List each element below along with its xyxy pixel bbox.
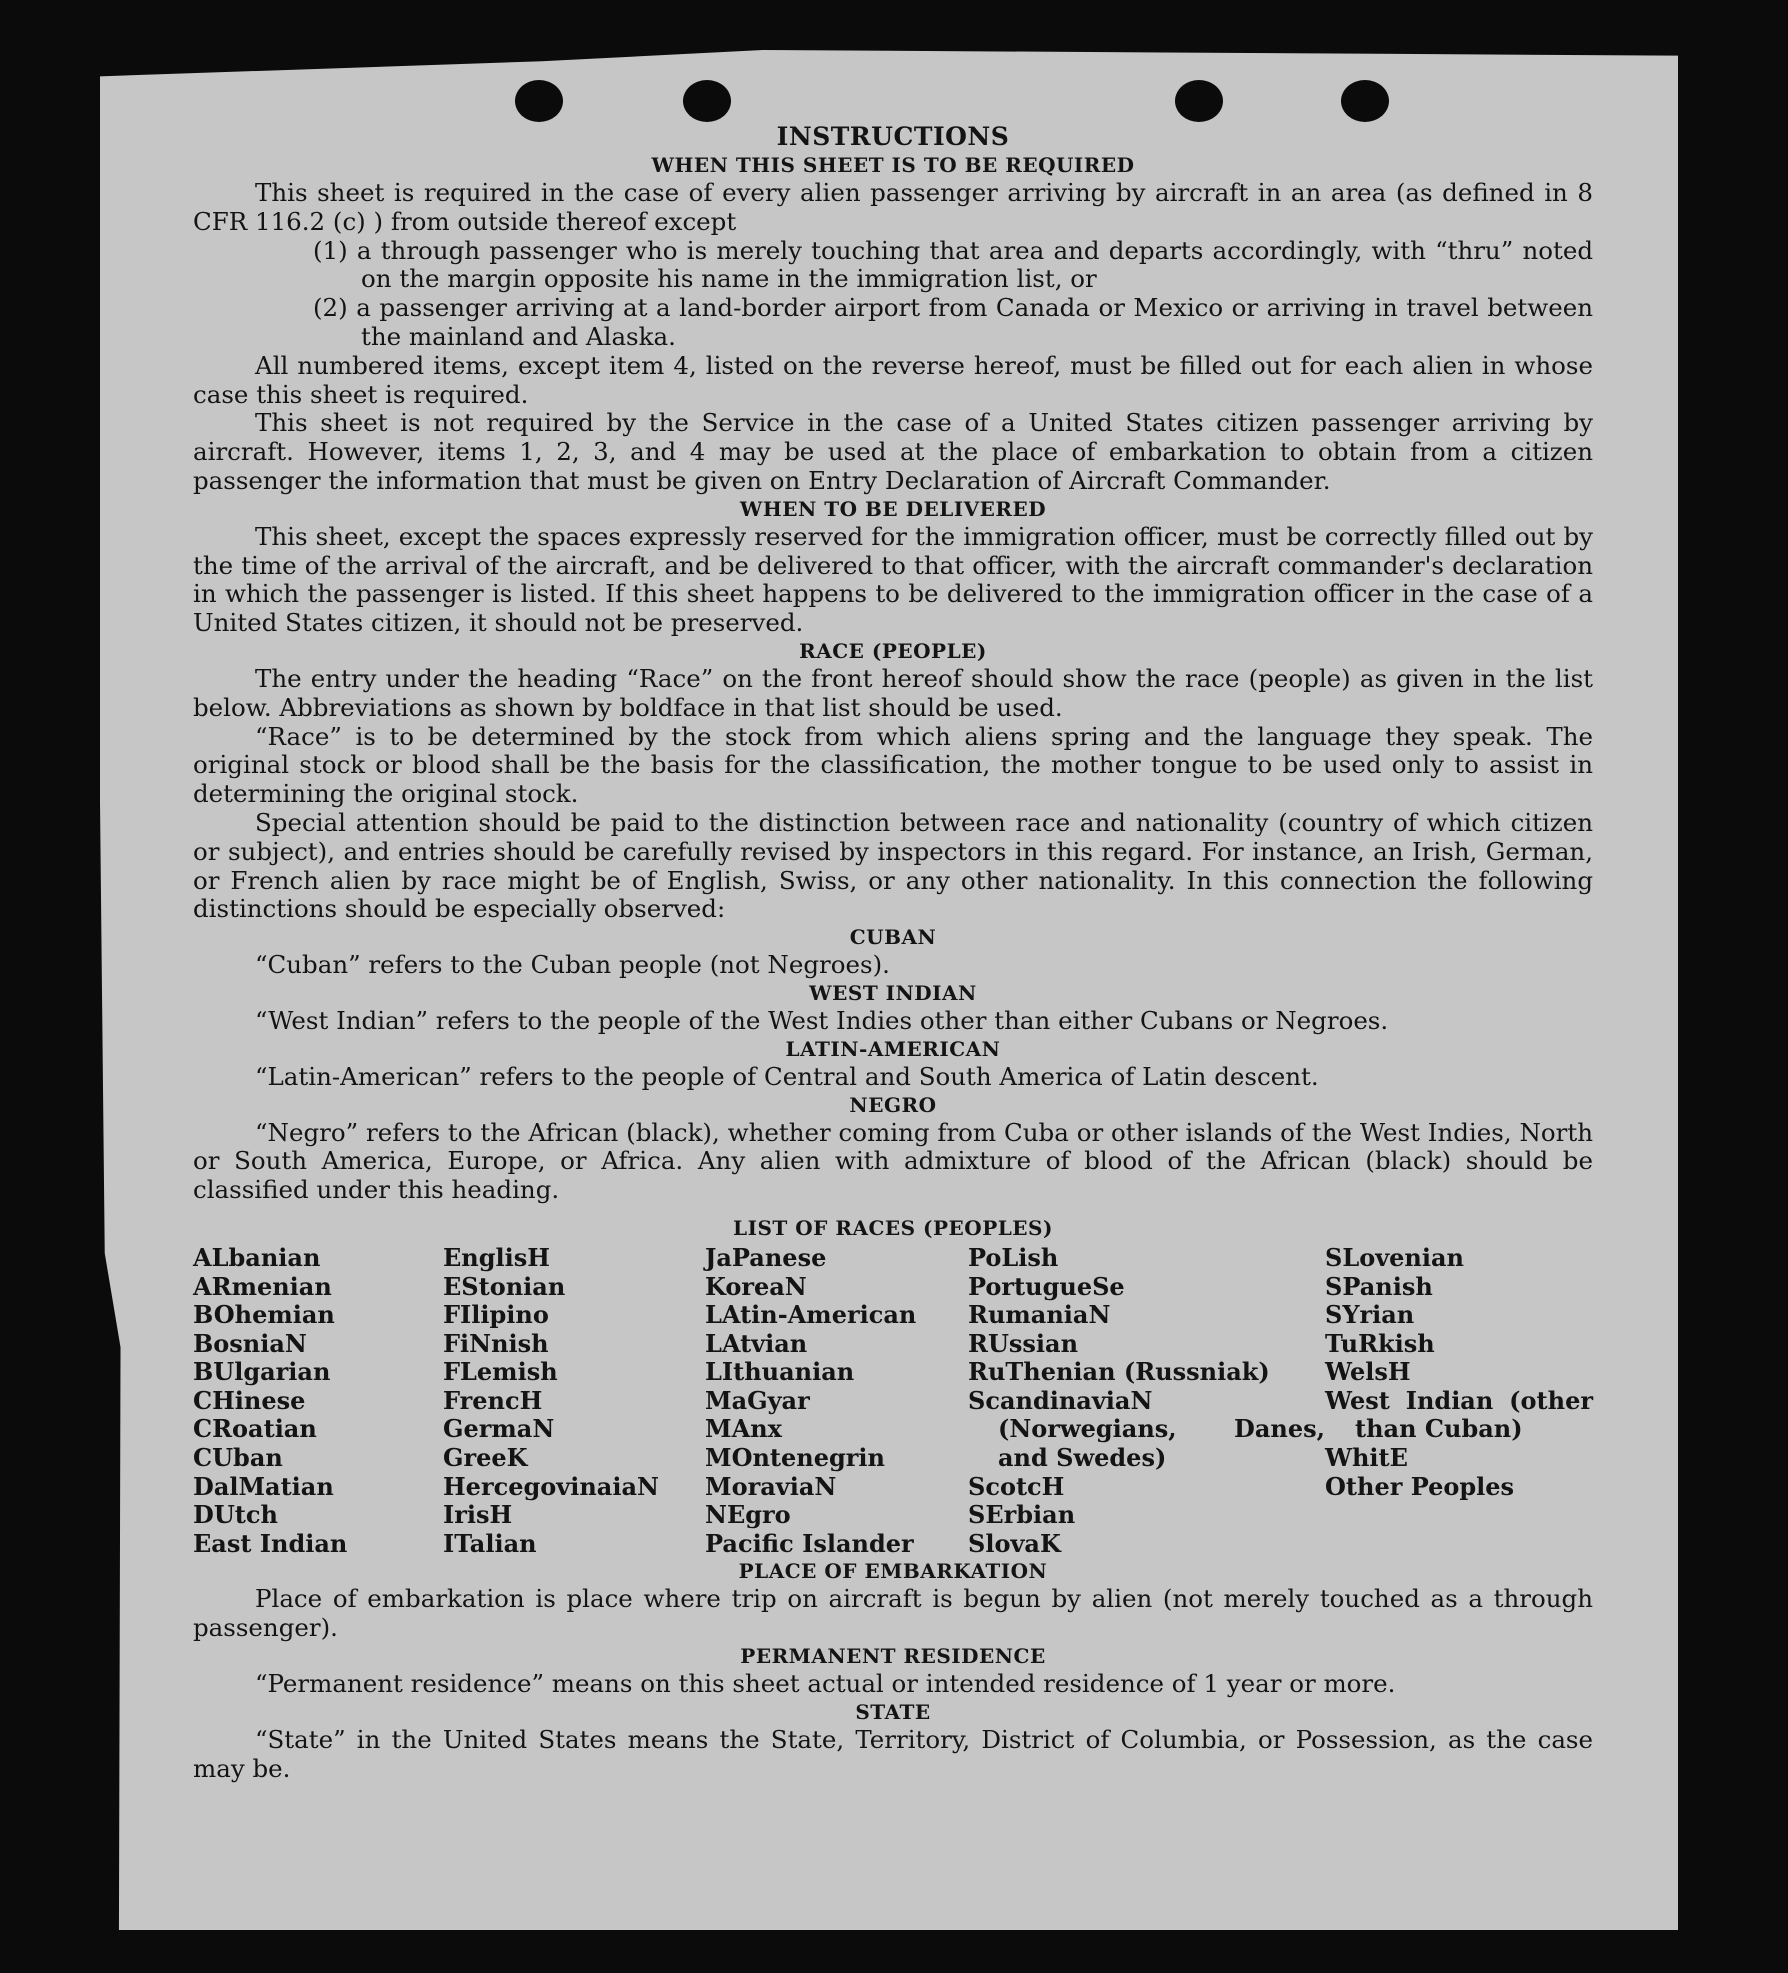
race-entry: SErbian — [968, 1500, 1076, 1530]
paragraph-latin-american: “Latin-American” refers to the people of Central and South America of Latin descent. — [255, 1061, 1319, 1091]
heading-permanent-residence: PERMANENT RESIDENCE — [740, 1644, 1046, 1669]
race-entry: SPanish — [1325, 1271, 1433, 1301]
paragraph-embarkation: Place of embarkation is place where trip on aircraft is begun by alien (not merely touched as a through passenger). — [193, 1584, 1593, 1643]
race-entry: LAtin-American — [705, 1300, 917, 1330]
race-entry: KoreaN — [705, 1271, 807, 1301]
races-column-4 — [968, 1244, 1325, 1559]
heading-cuban: CUBAN — [849, 925, 937, 950]
race-entry: HercegovinaiaN — [443, 1471, 659, 1501]
race-entry: FLemish — [443, 1357, 558, 1387]
race-entry: WhitE — [1325, 1443, 1408, 1473]
race-entry: EnglisH — [443, 1242, 550, 1272]
exception-item-2: (2) a passenger arriving at a land-border airport from Canada or Mexico or arriving in travel between the mainland and Alaska. — [313, 293, 1593, 351]
races-column-3 — [705, 1244, 968, 1559]
race-entry: LIthuanian — [705, 1357, 855, 1387]
document-body — [193, 122, 1593, 1783]
punch-hole — [1341, 80, 1389, 122]
race-entry: ARmenian — [193, 1271, 332, 1301]
exception-item-1: (1) a through passenger who is merely touching that area and departs accordingly, with “thru” noted on the margin opposite his name in the immigration list, or — [313, 235, 1593, 294]
race-entry: FiNnish — [443, 1328, 549, 1358]
race-entry: MOntenegrin — [705, 1443, 885, 1473]
punch-hole — [515, 80, 563, 122]
race-entry: East Indian — [193, 1528, 348, 1558]
race-entry: RUssian — [968, 1328, 1079, 1358]
race-entry: FrencH — [443, 1385, 543, 1415]
heading-when-delivered: WHEN TO BE DELIVERED — [739, 496, 1047, 521]
paragraph-numbered-items: All numbered items, except item 4, listed on the reverse hereof, must be filled out for each alien in whose case this sheet is required. — [193, 350, 1593, 409]
paragraph-race-3: Special attention should be paid to the distinction between race and nationality (country of which citizen or subject), and entries should be carefully revised by inspectors in this regard. For instance, an Irish, German, or French alien by race might be of English, Swiss, or any other nationality. In this connection the following distinctions should be especially observed: — [193, 807, 1593, 924]
race-entry: IrisH — [443, 1500, 513, 1530]
race-entry: ScandinaviaN (Norwegians, Danes, and Swedes) — [968, 1385, 1325, 1473]
race-entry: RuThenian (Russniak) — [968, 1357, 1270, 1387]
race-entry: ITalian — [443, 1528, 537, 1558]
paragraph-citizen: This sheet is not required by the Service in the case of a United States citizen passenger arriving by aircraft. However, items 1, 2, 3, and 4 may be used at the place of embarkation to obtain from a citizen passenger the information that must be given on Entry Declaration of Aircraft Commander. — [193, 408, 1593, 495]
race-entry: SLovenian — [1325, 1242, 1464, 1272]
race-entry: SlovaK — [968, 1528, 1061, 1558]
paragraph-negro: “Negro” refers to the African (black), whether coming from Cuba or other islands of the West Indies, North or South America, Europe, or Africa. Any alien with admixture of blood of the African (black) should be classified under this heading. — [193, 1117, 1593, 1205]
race-entry: BosniaN — [193, 1328, 307, 1358]
race-entry: DalMatian — [193, 1471, 334, 1501]
heading-when-required: WHEN THIS SHEET IS TO BE REQUIRED — [651, 153, 1135, 177]
paragraph-race-2: “Race” is to be determined by the stock from which aliens spring and the language they speak. The original stock or blood shall be the basis for the classification, the mother tongue to be used only to assist in determining the original stock. — [193, 721, 1593, 809]
race-entry: CUban — [193, 1443, 283, 1473]
heading-list-of-races: LIST OF RACES (PEOPLES) — [733, 1215, 1053, 1240]
race-entry: PoLish — [968, 1242, 1059, 1272]
paragraph-state: “State” in the United States means the State, Territory, District of Columbia, or Possession, as the case may be. — [193, 1724, 1593, 1783]
races-list — [193, 1244, 1593, 1559]
paragraph-race-1: The entry under the heading “Race” on the front hereof should show the race (people) as given in the list below. Abbreviations as shown by boldface in that list should be used. — [193, 663, 1593, 722]
race-entry: BUlgarian — [193, 1357, 331, 1387]
race-entry: FIlipino — [443, 1300, 549, 1330]
race-entry: TuRkish — [1325, 1328, 1435, 1358]
race-entry: West Indian (other than Cuban) — [1325, 1385, 1593, 1444]
paragraph-permanent-residence: “Permanent residence” means on this sheet actual or intended residence of 1 year or more. — [255, 1669, 1396, 1699]
race-entry: EStonian — [443, 1271, 566, 1301]
race-entry: Pacific Islander — [705, 1528, 914, 1558]
paragraph-intro: This sheet is required in the case of every alien passenger arriving by aircraft in an area (as defined in 8 CFR 116.2 (c) ) from outside thereof except — [193, 178, 1593, 236]
paragraph-west-indian: “West Indian” refers to the people of the West Indies other than either Cubans or Negroes. — [255, 1005, 1389, 1035]
heading-latin-american: LATIN-AMERICAN — [785, 1036, 1001, 1061]
race-entry: MAnx — [705, 1414, 782, 1444]
heading-state: STATE — [855, 1699, 931, 1724]
heading-west-indian: WEST INDIAN — [809, 980, 977, 1005]
race-entry: CHinese — [193, 1385, 306, 1415]
punch-hole — [683, 80, 731, 122]
race-entry: GreeK — [443, 1443, 528, 1473]
race-entry: MaGyar — [705, 1385, 810, 1415]
paragraph-delivered: This sheet, except the spaces expressly reserved for the immigration officer, must be correctly filled out by the time of the arrival of the aircraft, and be delivered to that officer, with the aircraft commander's declaration in which the passenger is listed. If this sheet happens to be delivered to the immigration officer in the case of a United States citizen, it should not be preserved. — [193, 521, 1593, 638]
race-entry: DUtch — [193, 1500, 278, 1530]
heading-negro: NEGRO — [849, 1092, 937, 1117]
race-entry: RumaniaN — [968, 1300, 1111, 1330]
race-entry: BOhemian — [193, 1300, 335, 1330]
race-entry: CRoatian — [193, 1414, 317, 1444]
race-entry: LAtvian — [705, 1328, 808, 1358]
race-entry: NEgro — [705, 1500, 791, 1530]
race-entry: GermaN — [443, 1414, 555, 1444]
races-column-5 — [1325, 1244, 1593, 1559]
race-entry: ScotcH — [968, 1471, 1065, 1501]
page-title: INSTRUCTIONS — [776, 122, 1010, 151]
race-entry: ALbanian — [193, 1242, 321, 1272]
race-entry: MoraviaN — [705, 1471, 837, 1501]
heading-embarkation: PLACE OF EMBARKATION — [738, 1559, 1048, 1584]
punch-hole — [1175, 80, 1223, 122]
race-entry: WelsH — [1325, 1357, 1411, 1387]
races-column-2 — [443, 1244, 705, 1559]
race-entry: JaPanese — [705, 1242, 827, 1272]
race-entry: Other Peoples — [1325, 1471, 1515, 1501]
race-entry: SYrian — [1325, 1300, 1415, 1330]
race-entry: PortugueSe — [968, 1271, 1125, 1301]
paragraph-cuban: “Cuban” refers to the Cuban people (not Negroes). — [255, 950, 890, 980]
races-column-1 — [193, 1244, 443, 1559]
heading-race: RACE (PEOPLE) — [799, 638, 987, 663]
